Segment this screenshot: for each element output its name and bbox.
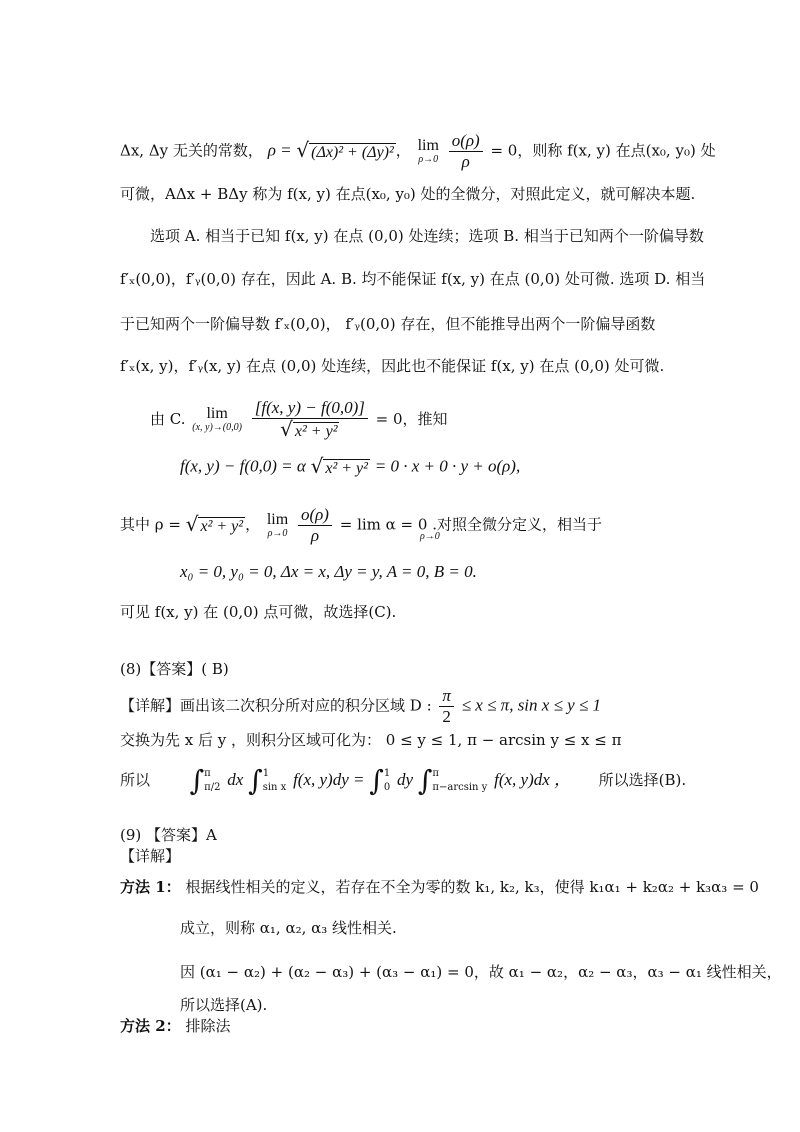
l1-sqrt bbox=[296, 140, 395, 163]
line-5 bbox=[120, 314, 655, 334]
l9-pre: 其中 ρ = bbox=[120, 515, 181, 534]
line-18 bbox=[120, 877, 759, 897]
line-3 bbox=[150, 226, 704, 246]
line-8 bbox=[180, 456, 520, 479]
l1-sqrt-body: (Δx)² + (Δy)² bbox=[311, 144, 394, 161]
integral-sign-2: ∫ bbox=[248, 764, 263, 797]
l7-lim: lim (x, y)→(0,0) bbox=[192, 405, 242, 433]
line-22 bbox=[120, 1016, 230, 1036]
line-16 bbox=[120, 825, 217, 845]
l15-pre: 所以 bbox=[120, 771, 151, 789]
l7-pre: 由 C. bbox=[150, 410, 186, 428]
l9-sqrt: √ x² + y² bbox=[185, 512, 244, 536]
l13-pre: 【详解】画出该二次积分所对应的积分区域 D : bbox=[120, 696, 432, 715]
l20-text: 因 (α₁ − α₂) + (α₂ − α₃) + (α₃ − α₁) = 0，故 α₁ − α₂，α₂ − α₃，α₃ − α₁ 线性相关， bbox=[180, 963, 782, 981]
l1-lim: lim ρ→0 bbox=[417, 136, 439, 165]
l14-text: 交换为先 x 后 y ，则积分区域可化为： 0 ≤ y ≤ 1, π − arcsin y ≤ x ≤ π bbox=[120, 731, 622, 749]
l13-frac: $\frac{\pi}{2}$ bbox=[439, 686, 454, 727]
line-12 bbox=[120, 659, 229, 679]
line-17 bbox=[120, 846, 180, 866]
line-7 bbox=[150, 398, 448, 442]
line-2 bbox=[120, 184, 695, 204]
integral-sign-3: ∫ bbox=[369, 764, 384, 797]
l7-frac: $\frac{[f(x, y) - f(0,0)]}{\text{√ x² + y²}}$ bbox=[252, 398, 368, 442]
l1-frac: $\frac{o(\rho)}{\rho}$ bbox=[449, 131, 483, 172]
l10-text: x₀ = 0, y₀ = 0, Δx = x, Δy = y, A = 0, B = 0. bbox=[180, 562, 477, 581]
line-20 bbox=[180, 962, 782, 982]
line-9: 其中 ρ = √ x² + y² ， lim ρ→0 $\frac{o(\rho)}{\rho}$ = lim α = 0 .对照全微分定义，相当于 ρ→0 bbox=[120, 505, 602, 545]
line-13 bbox=[120, 686, 601, 727]
line-15: 所以 ∫ π π/2 dx ∫ 1 sin x f(x, y)dy = ∫ 1 0 dy ∫ π π−arcsin y f(x, y)dx ， 所以选择(B). bbox=[120, 764, 687, 797]
l7-post: = 0，推知 bbox=[375, 410, 448, 428]
line-21 bbox=[180, 995, 267, 1015]
l15-post: 所以选择(B). bbox=[598, 771, 687, 789]
l1-pre: Δx, Δy 无关的常数， bbox=[120, 141, 263, 160]
l6-text: f′ₓ(x, y)，f′ᵧ(x, y) 在点 (0,0) 处连续，因此也不能保证 f(x, y) 在点 (0,0) 处可微. bbox=[120, 357, 665, 375]
l9-post: = lim α = 0 .对照全微分定义，相当于 bbox=[339, 515, 602, 534]
method-1-label: 方法 1： bbox=[120, 878, 181, 896]
integral-sign-1: ∫ bbox=[189, 764, 205, 797]
l9-frac: $\frac{o(\rho)}{\rho}$ bbox=[298, 505, 332, 546]
line-11 bbox=[120, 602, 396, 622]
l18-text: 根据线性相关的定义，若存在不全为零的数 k₁, k₂, k₃，使得 k₁α₁ + k₂α₂ + k₃α₃ = 0 bbox=[185, 878, 759, 896]
l17-text: 【详解】 bbox=[120, 847, 181, 865]
l8-pre: f(x, y) − f(0,0) = α bbox=[180, 456, 306, 476]
l8-post: = 0 · x + 0 · y + o(ρ), bbox=[374, 456, 521, 476]
l4-text: f′ₓ(0,0)，f′ᵧ(0,0) 存在，因此 A. B. 均不能保证 f(x, y) 在点 (0,0) 处可微. 选项 D. 相当 bbox=[120, 270, 706, 288]
l2-text: 可微，AΔx + BΔy 称为 f(x, y) 在点(x₀, y₀) 处的全微分，对照此定义，就可解决本题. bbox=[120, 185, 696, 203]
l3-text: 选项 A. 相当于已知 f(x, y) 在点 (0,0) 处连续；选项 B. 相当于已知两个一阶偏导数 bbox=[150, 227, 704, 245]
line-6 bbox=[120, 356, 664, 376]
l13-post: ≤ x ≤ π, sin x ≤ y ≤ 1 bbox=[461, 695, 602, 715]
l11-text: 可见 f(x, y) 在 (0,0) 点可微，故选择(C). bbox=[120, 603, 397, 621]
line-19 bbox=[180, 918, 397, 938]
sqrt-sign: √ bbox=[296, 138, 310, 162]
l1-post: = 0，则称 f(x, y) 在点(x₀, y₀) 处 bbox=[490, 141, 716, 160]
l9-lim2-sub: ρ→0 bbox=[420, 531, 440, 542]
line-1: Δx, Δy 无关的常数， ρ = √ (Δx)² + (Δy)² ， lim ρ→0 $\frac{o(\rho)}{\rho}$ = 0，则称 f(x, y) 在点(x₀, y₀) 处 bbox=[120, 131, 716, 171]
l22-text: 排除法 bbox=[185, 1017, 231, 1035]
line-14 bbox=[120, 730, 621, 750]
l12-text: (8)【答案】( B) bbox=[120, 660, 229, 678]
l9-lim: lim ρ→0 bbox=[266, 510, 289, 539]
line-4 bbox=[120, 269, 705, 289]
line-10 bbox=[180, 562, 477, 582]
integral-sign-4: ∫ bbox=[417, 764, 433, 797]
l1-rho: ρ = bbox=[267, 140, 292, 160]
l5-text: 于已知两个一阶偏导数 f′ₓ(0,0)， f′ᵧ(0,0) 存在，但不能推导出两个一阶偏导函数 bbox=[120, 315, 656, 333]
l19-text: 成立，则称 α₁, α₂, α₃ 线性相关. bbox=[180, 919, 397, 937]
l8-sqrt: √ x² + y² bbox=[310, 454, 368, 478]
l21-text: 所以选择(A). bbox=[180, 996, 268, 1014]
l16-text: (9) 【答案】A bbox=[120, 826, 217, 844]
method-2-label: 方法 2： bbox=[120, 1017, 181, 1035]
